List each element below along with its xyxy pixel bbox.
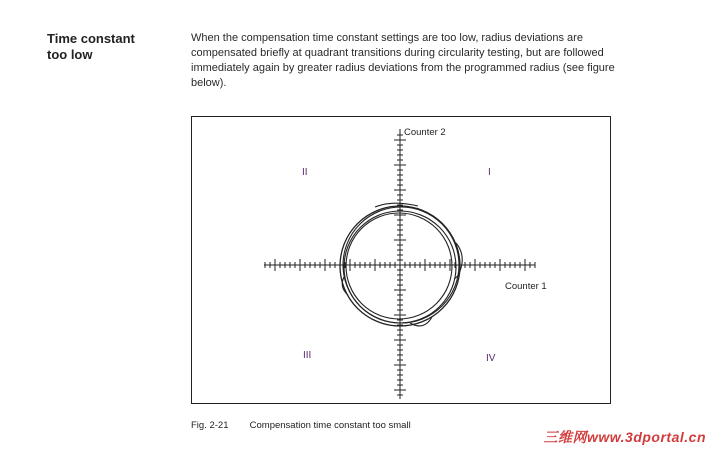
x-axis-label: Counter 1 bbox=[505, 281, 547, 292]
circularity-plot bbox=[192, 117, 612, 405]
heading-line-1: Time constant bbox=[47, 31, 135, 46]
body-paragraph: When the compensation time constant settings are too low, radius deviations are compensated briefly at quadrant transitions during circularity testing, but are followed immediately again by greater radius deviations from the programmed radius (see figure below). bbox=[191, 32, 615, 89]
y-axis-label: Counter 2 bbox=[404, 127, 446, 138]
quadrant-label-iii: III bbox=[303, 350, 312, 361]
heading-line-2: too low bbox=[47, 47, 93, 62]
figure-caption bbox=[191, 420, 411, 431]
quadrant-label-ii: II bbox=[302, 167, 308, 178]
quadrant-label-iv: IV bbox=[486, 353, 496, 364]
caption-text: Compensation time constant too small bbox=[249, 420, 411, 431]
circularity-figure bbox=[191, 116, 611, 404]
watermark: 三维网www.3dportal.cn bbox=[543, 429, 706, 445]
section-heading bbox=[47, 31, 177, 63]
trace-circle-1 bbox=[346, 213, 452, 319]
caption-number: Fig. 2-21 bbox=[191, 420, 229, 431]
quadrant-label-i: I bbox=[488, 167, 491, 178]
